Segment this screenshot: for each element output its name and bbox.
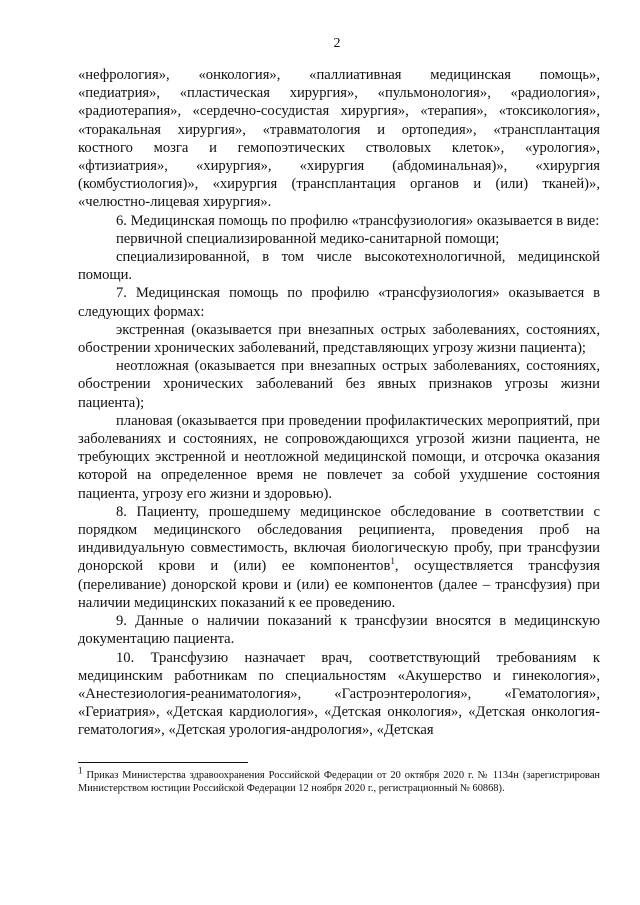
text-line: «радиотерапия», «сердечно-сосудистая хирургия», «терапия», «токсикология», xyxy=(78,103,600,120)
text-line: костного мозга и гемопоэтических стволовых клеток», «урология», xyxy=(78,139,600,156)
footnote-number: 1 xyxy=(78,765,83,776)
body-text xyxy=(78,66,600,740)
paragraph-6-item-2: специализированной, в том числе высокотехнологичной, медицинской помощи. xyxy=(78,249,600,284)
paragraph-6: 6. Медицинская помощь по профилю «трансфузиология» оказывается в виде: xyxy=(116,212,600,229)
footnote xyxy=(78,765,600,795)
paragraph-7-planned: плановая (оказывается при проведении профилактических мероприятий, при заболеваниях и состояниях, не сопровождающихся угрозой жизни пациента, не требующих экстренной и неотложной медицинской помощи, и отсрочка оказания которой на определенное время не повлечет за собой ухудшение состояния пациента, угрозу его жизни и здоровью). xyxy=(78,412,600,502)
text-line: «торакальная хирургия», «травматология и ортопедия», «трансплантация xyxy=(78,121,600,138)
text-line: «педиатрия», «пластическая хирургия», «пульмонология», «радиология», xyxy=(78,85,600,102)
footnote-marker: 1 xyxy=(390,556,395,567)
paragraph-9: 9. Данные о наличии показаний к трансфузии вносятся в медицинскую документацию пациента. xyxy=(78,613,600,648)
text-line: «челюстно-лицевая хирургия». xyxy=(78,194,272,211)
footnote-text: Приказ Министерства здравоохранения Российской Федерации от 20 октября 2020 г. № 1134н (зарегистрирован Министерством юстиции Российской Федерации 12 ноября 2020 г., регистрационный № 60868). xyxy=(78,769,600,794)
paragraph-10: 10. Трансфузию назначает врач, соответствующий требованиям к медицинским работникам по специальностям «Акушерство и гинекология», «Анестезиология-реаниматология», «Гастроэнтерология», «Гематология», «Гериатрия», «Детская кардиология», «Детская онкология», «Детская онкология-гематология», «Детская урология-андрология», «Детская xyxy=(78,649,600,739)
text-line: «нефрология», «онкология», «паллиативная медицинская помощь», xyxy=(78,67,600,83)
page-number: 2 xyxy=(333,36,341,51)
paragraph-8 xyxy=(78,503,600,612)
paragraph-7: 7. Медицинская помощь по профилю «трансфузиология» оказывается в следующих формах: xyxy=(78,285,600,320)
paragraph-8-text-b: , осуществляется трансфузия (переливание) донорской крови и (или) ее компонентов (далее – трансфузия) при наличии медицинских показаний к ее проведению. xyxy=(78,558,600,611)
paragraph-7-urgent: неотложная (оказывается при внезапных острых заболеваниях, состояниях, обострении хронических заболеваний без явных признаков угрозы жизни пациента); xyxy=(78,358,600,411)
text-line: (комбустиология)», «хирургия (трансплантация органов и (или) тканей)», xyxy=(78,176,600,193)
paragraph-6-item-1: первичной специализированной медико-санитарной помощи; xyxy=(116,230,500,247)
footnote-divider xyxy=(78,762,248,763)
paragraph-7-emergency: экстренная (оказывается при внезапных острых заболеваниях, состояниях, обострении хронических заболеваний, представляющих угрозу жизни пациента); xyxy=(78,321,600,357)
paragraph-8-text-a: 8. Пациенту, прошедшему медицинское обследование в соответствии с порядком медицинского обследования реципиента, проведения проб на индивидуальную совместимость, включая биологическую пробу, при трансфузии донорской крови и (или) ее компонентов xyxy=(78,503,600,575)
text-line: «фтизиатрия», «хирургия», «хирургия (абдоминальная)», «хирургия xyxy=(78,158,600,175)
